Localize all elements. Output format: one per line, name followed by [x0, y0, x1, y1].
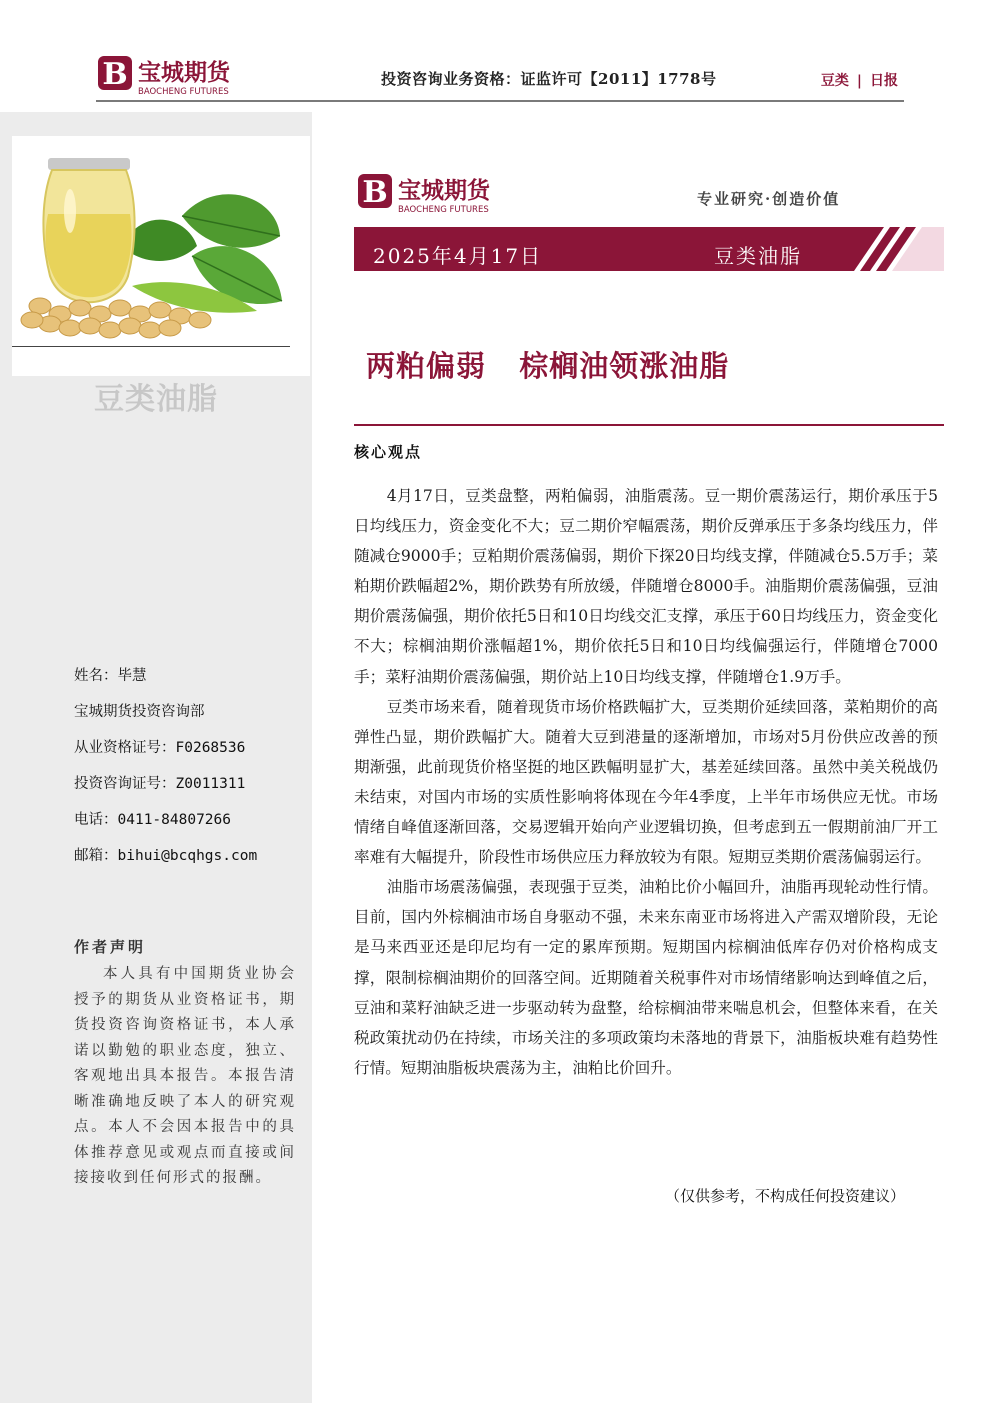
- report-date: 2025年4月17日: [373, 244, 543, 268]
- sidebar-category-watermark: 豆类油脂: [94, 382, 218, 417]
- analyst-advisory-license: 投资咨询证号：Z0011311: [74, 776, 246, 792]
- baocheng-logo: [96, 52, 266, 98]
- title-divider: [354, 424, 944, 426]
- header-divider: [96, 100, 904, 102]
- baocheng-logo-large: [356, 170, 526, 216]
- paragraph-market-summary: 4月17日，豆类盘整，两粕偏弱，油脂震荡。豆一期价震荡运行，期价承压于5日均线压力，资金变化不大；豆二期价窄幅震荡，期价反弹承压于多条均线压力，伴随减仓9000手；豆粕期价震荡偏弱，期价下探20日均线支撑，伴随减仓5.5万手；菜粕期价跌幅超2%，期价跌势有所放缓，伴随增仓8000手。油脂期价震荡偏强，豆油期价震荡偏强，期价依托5日和10日均线交汇支撑，承压于60日均线压力，资金变化不大；棕榈油期价涨幅超1%，期价依托5日和10日均线偏强运行，伴随增仓7000手；菜籽油期价震荡偏强，期价站上10日均线支撑，伴随增仓1.9万手。: [354, 487, 938, 686]
- brand-slogan: 专业研究·创造价值: [697, 190, 841, 208]
- license-text: 投资咨询业务资格：证监许可【2011】1778号: [381, 70, 717, 88]
- author-declaration-title: 作者声明: [74, 938, 147, 956]
- paragraph-oils-market: 油脂市场震荡偏强，表现强于豆类，油粕比价小幅回升，油脂再现轮动性行情。目前，国内外棕榈油市场自身驱动不强，未来东南亚市场将进入产需双增阶段，无论是马来西亚还是印尼均有一定的累库预期。短期国内棕榈油低库存仍对价格构成支撑，限制棕榈油期价的回落空间。近期随着关税事件对市场情绪影响达到峰值之后，豆油和菜籽油缺乏进一步驱动转为盘整，给棕榈油带来喘息机会，但整体来看，在关税政策扰动仍在持续，市场关注的多项政策均未落地的背景下，油脂板块难有趋势性行情。短期油脂板块震荡为主，油粕比价回升。: [354, 878, 938, 1077]
- svg-text:BAOCHENG FUTURES: BAOCHENG FUTURES: [398, 205, 489, 215]
- author-declaration-text: 本人具有中国期货业协会授予的期货从业资格证书，期货投资咨询资格证书，本人承诺以勤勉的职业态度，独立、客观地出具本报告。本报告清晰准确地反映了本人的研究观点。本人不会因本报告中的具体推荐意见或观点而直接或间接接收到任何形式的报酬。: [74, 966, 296, 1186]
- core-view-heading: 核心观点: [354, 443, 423, 461]
- paragraph-soybean-market: 豆类市场来看，随着现货市场价格跌幅扩大，豆类期价延续回落，菜粕期价的高弹性凸显，期价跌幅扩大。随着大豆到港量的逐渐增加，市场对5月份供应改善的预期渐强，此前现货价格坚挺的地区跌幅明显扩大，基差延续回落。虽然中美关税战仍未结束，对国内市场的实质性影响将体现在今年4季度，上半年市场供应无忧。市场情绪自峰值逐渐回落，交易逻辑开始向产业逻辑切换，但考虑到五一假期前油厂开工率难有大幅提升，阶段性市场供应压力释放较为有限。短期豆类期价震荡偏弱运行。: [354, 697, 938, 867]
- svg-text:BAOCHENG FUTURES: BAOCHENG FUTURES: [138, 87, 229, 97]
- soybean-oil-illustration: [12, 136, 310, 376]
- tag-type: 日报: [870, 73, 898, 89]
- report-tags: [821, 70, 898, 90]
- svg-text:B: B: [362, 175, 388, 210]
- report-body: [354, 481, 938, 1083]
- analyst-phone: 电话：0411-84807266: [74, 812, 231, 828]
- analyst-email: 邮箱：bihui@bcqhgs.com: [74, 848, 258, 864]
- analyst-name: 姓名：毕慧: [74, 668, 147, 684]
- hero-divider: [12, 346, 290, 347]
- tag-separator: |: [856, 73, 862, 89]
- report-title: 两粕偏弱 棕榈油领涨油脂: [366, 349, 730, 383]
- analyst-info: [74, 666, 257, 882]
- report-category: 豆类油脂: [714, 244, 802, 268]
- analyst-department: 宝城期货投资咨询部: [74, 704, 205, 720]
- svg-text:B: B: [102, 57, 128, 92]
- page-header: [96, 52, 904, 102]
- analyst-qualification: 从业资格证号：F0268536: [74, 740, 246, 756]
- svg-text:宝城期货: 宝城期货: [398, 178, 490, 204]
- tag-category: 豆类: [820, 73, 849, 89]
- svg-text:宝城期货: 宝城期货: [138, 60, 230, 86]
- disclaimer: （仅供参考，不构成任何投资建议）: [665, 1187, 906, 1205]
